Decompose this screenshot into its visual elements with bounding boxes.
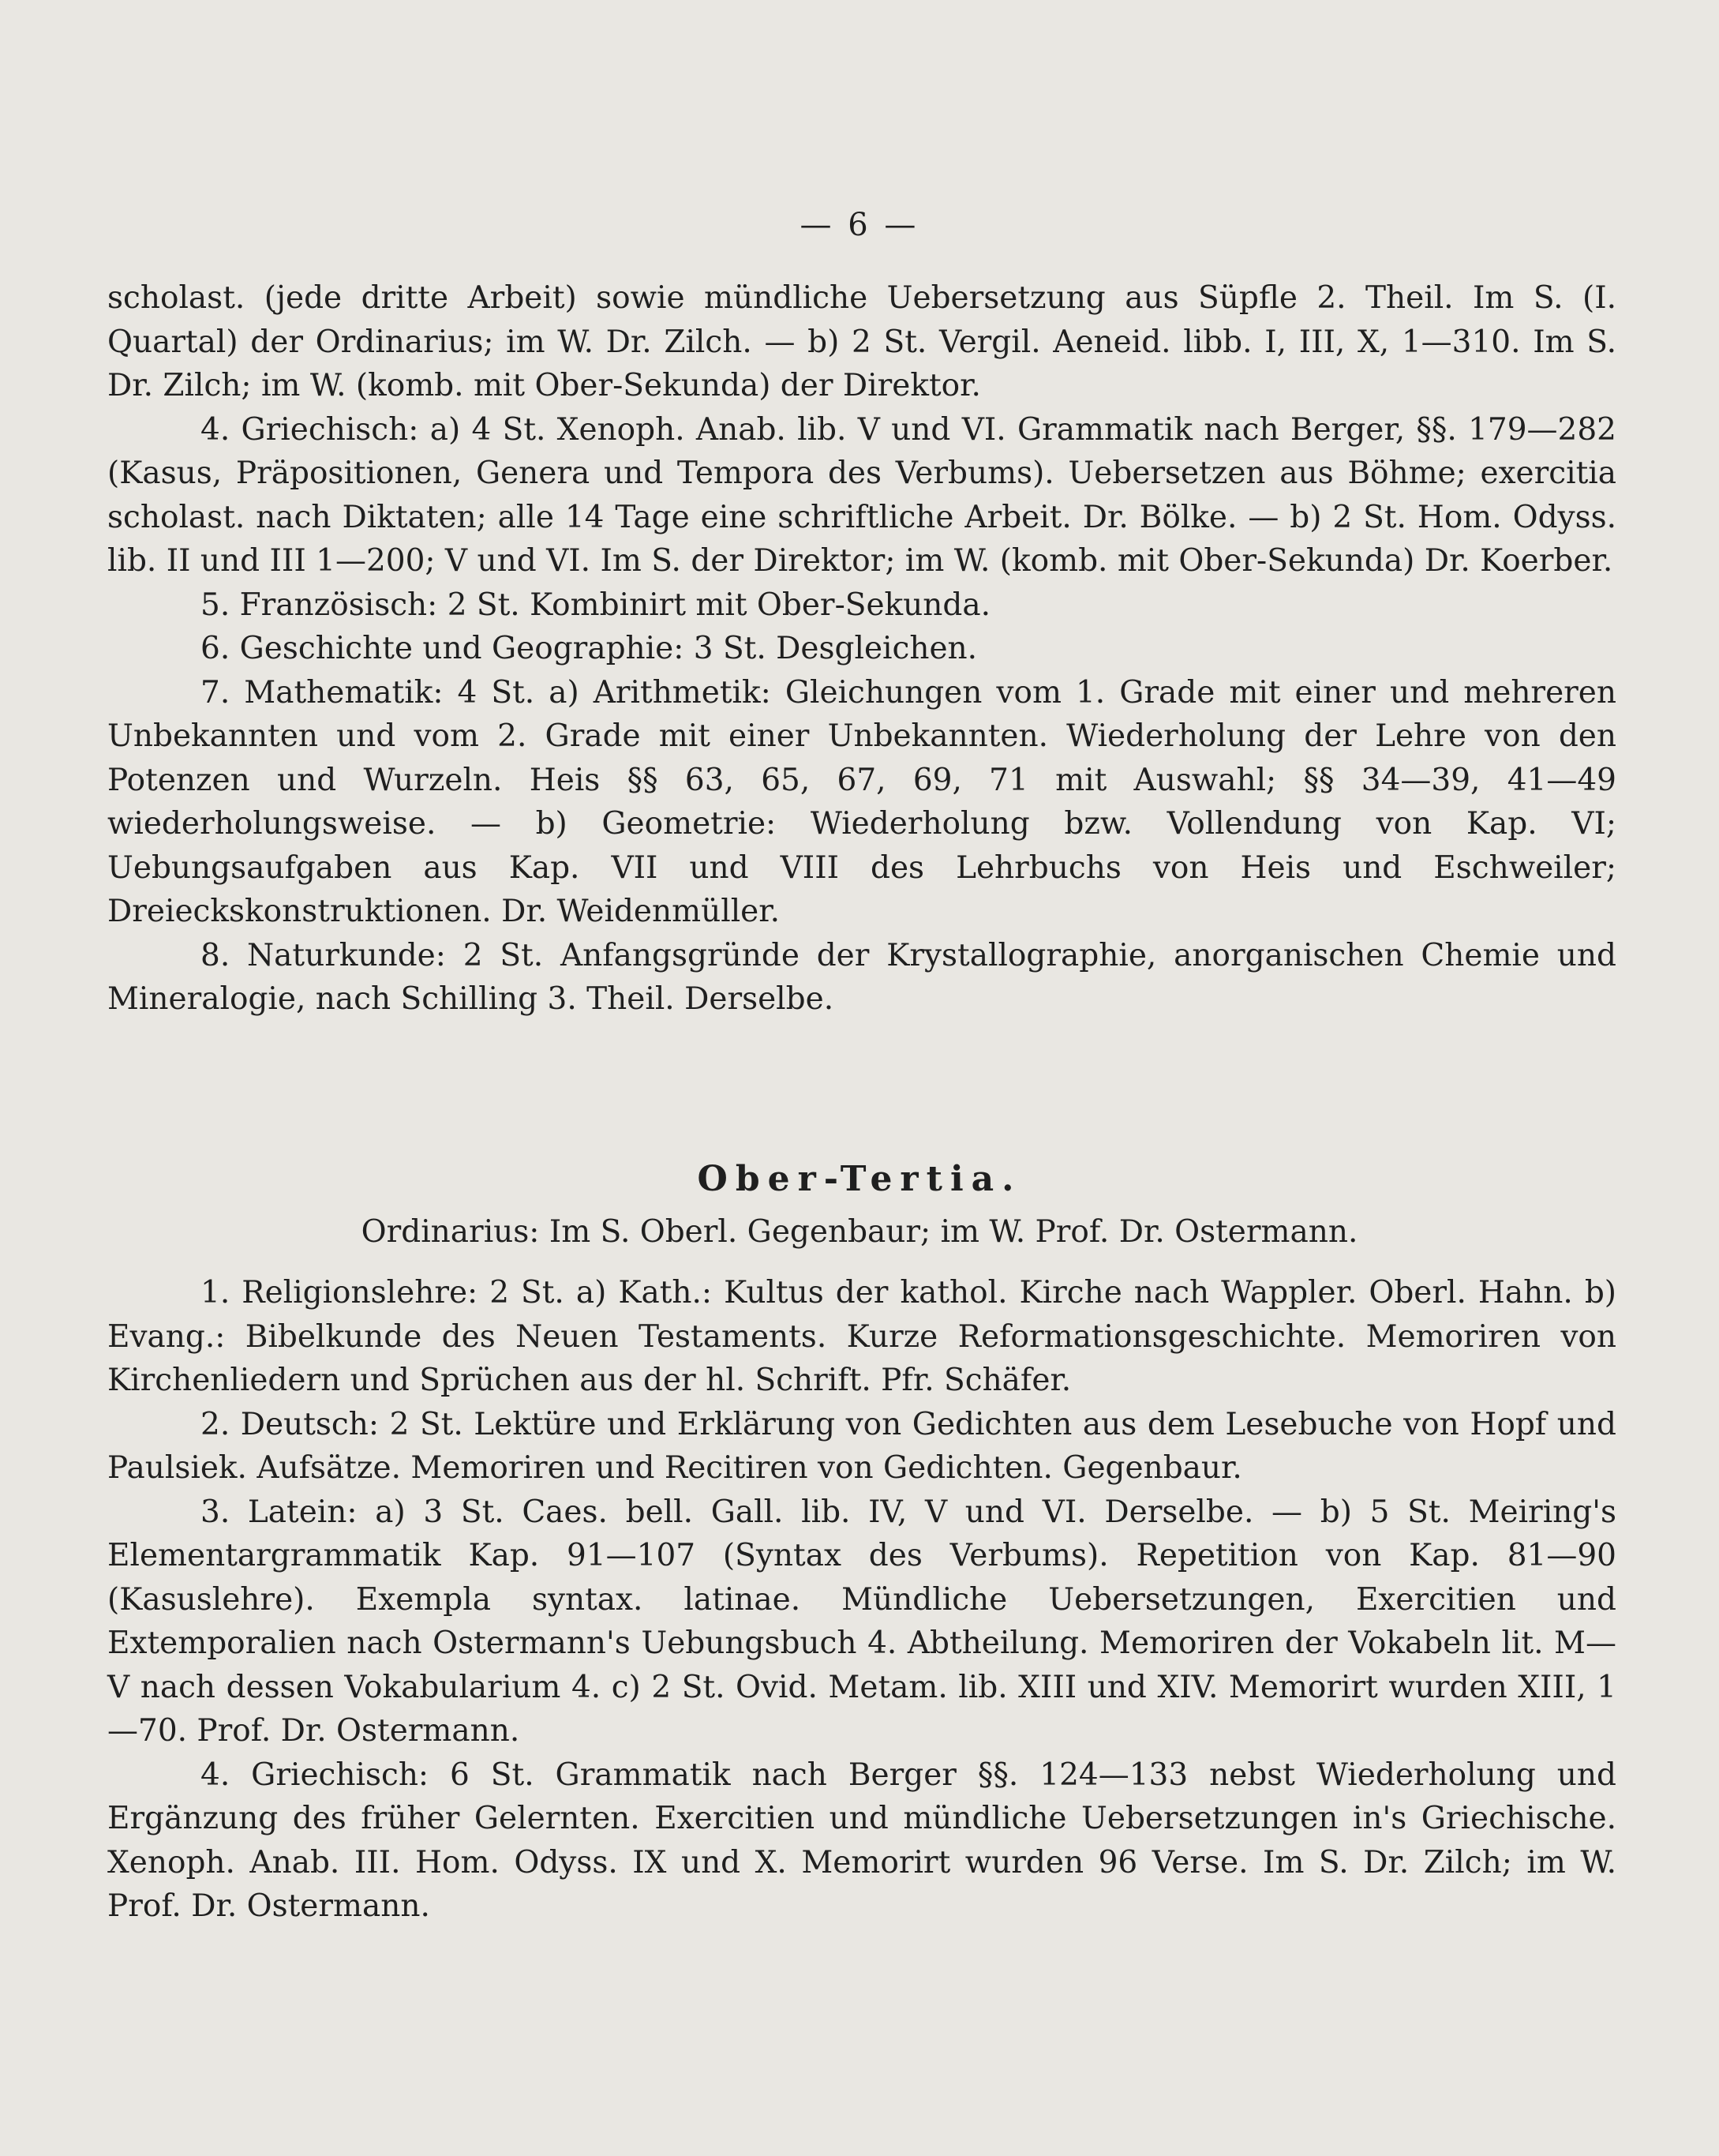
paragraph-griechisch-2: 4. Griechisch: 6 St. Grammatik nach Berger §§. 124—133 nebst Wiederholung und Ergänzung des früher Gelernten. Exercitien und mündliche Uebersetzungen in's Griechische. Xenoph. Anab. III. Hom. Odyss. IX und X. Memorirt wurden 96 Verse. Im S. Dr. Zilch; im W. Prof. Dr. Ostermann. bbox=[107, 1757, 1616, 1924]
paragraph-deutsch: 2. Deutsch: 2 St. Lektüre und Erklärung von Gedichten aus dem Lesebuche von Hopf und Paulsiek. Aufsätze. Memoriren und Recitiren von Gedichten. Gegenbaur. bbox=[107, 1406, 1616, 1486]
section-ober-tertia bbox=[107, 1271, 1616, 1929]
paragraph-mathematik: 7. Mathematik: 4 St. a) Arithmetik: Gleichungen vom 1. Grade mit einer und mehreren Unbekannten und vom 2. Grade mit einer Unbekannten. Wiederholung der Lehre von den Potenzen und Wurzeln. Heis §§ 63, 65, 67, 69, 71 mit Auswahl; §§ 34—39, 41—49 wiederholungsweise. — b) Geometrie: Wiederholung bzw. Vollendung von Kap. VI; Uebungsaufgaben aus Kap. VII und VIII des Lehrbuchs von Heis und Eschweiler; Dreieckskonstruktionen. Dr. Weidenmüller. bbox=[107, 674, 1616, 929]
page-number: — 6 — bbox=[800, 207, 919, 243]
paragraph-franzoesisch: 5. Französisch: 2 St. Kombinirt mit Ober-Sekunda. bbox=[200, 587, 991, 623]
section-heading: Ober-Tertia. bbox=[697, 1159, 1022, 1199]
section-unter-secunda-continued bbox=[107, 276, 1616, 1022]
paragraph-latin-continued: scholast. (jede dritte Arbeit) sowie mündliche Uebersetzung aus Süpfle 2. Theil. Im S. (I. Quartal) der Ordinarius; im W. Dr. Zilch. — b) 2 St. Vergil. Aeneid. libb. I, III, X, 1—310. Im S. Dr. Zilch; im W. (komb. mit Ober-Sekunda) der Direktor. bbox=[107, 280, 1616, 403]
paragraph-geschichte: 6. Geschichte und Geographie: 3 St. Desgleichen. bbox=[200, 631, 978, 666]
ordinarius-line: Ordinarius: Im S. Oberl. Gegenbaur; im W. Prof. Dr. Ostermann. bbox=[361, 1214, 1358, 1250]
paragraph-religionslehre: 1. Religionslehre: 2 St. a) Kath.: Kultus der kathol. Kirche nach Wappler. Oberl. Hahn. b) Evang.: Bibelkunde des Neuen Testaments. Kurze Reformationsgeschichte. Memoriren von Kirchenliedern und Sprüchen aus der hl. Schrift. Pfr. Schäfer. bbox=[107, 1275, 1616, 1398]
paragraph-latein: 3. Latein: a) 3 St. Caes. bell. Gall. lib. IV, V und VI. Derselbe. — b) 5 St. Meiring's Elementargrammatik Kap. 91—107 (Syntax des Verbums). Repetition von Kap. 81—90 (Kasuslehre). Exempla syntax. latinae. Mündliche Uebersetzungen, Exercitien und Extemporalien nach Ostermann's Uebungsbuch 4. Abtheilung. Memoriren der Vokabeln lit. M—V nach dessen Vokabularium 4. c) 2 St. Ovid. Metam. lib. XIII und XIV. Memorirt wurden XIII, 1—70. Prof. Dr. Ostermann. bbox=[107, 1494, 1616, 1749]
paragraph-naturkunde: 8. Naturkunde: 2 St. Anfangsgründe der Krystallographie, anorganischen Chemie und Mineralogie, nach Schilling 3. Theil. Derselbe. bbox=[107, 937, 1616, 1017]
paragraph-griechisch: 4. Griechisch: a) 4 St. Xenoph. Anab. lib. V und VI. Grammatik nach Berger, §§. 179—282 (Kasus, Präpositionen, Genera und Tempora des Verbums). Uebersetzen aus Böhme; exercitia scholast. nach Diktaten; alle 14 Tage eine schriftliche Arbeit. Dr. Bölke. — b) 2 St. Hom. Odyss. lib. II und III 1—200; V und VI. Im S. der Direktor; im W. (komb. mit Ober-Sekunda) Dr. Koerber. bbox=[107, 411, 1616, 579]
